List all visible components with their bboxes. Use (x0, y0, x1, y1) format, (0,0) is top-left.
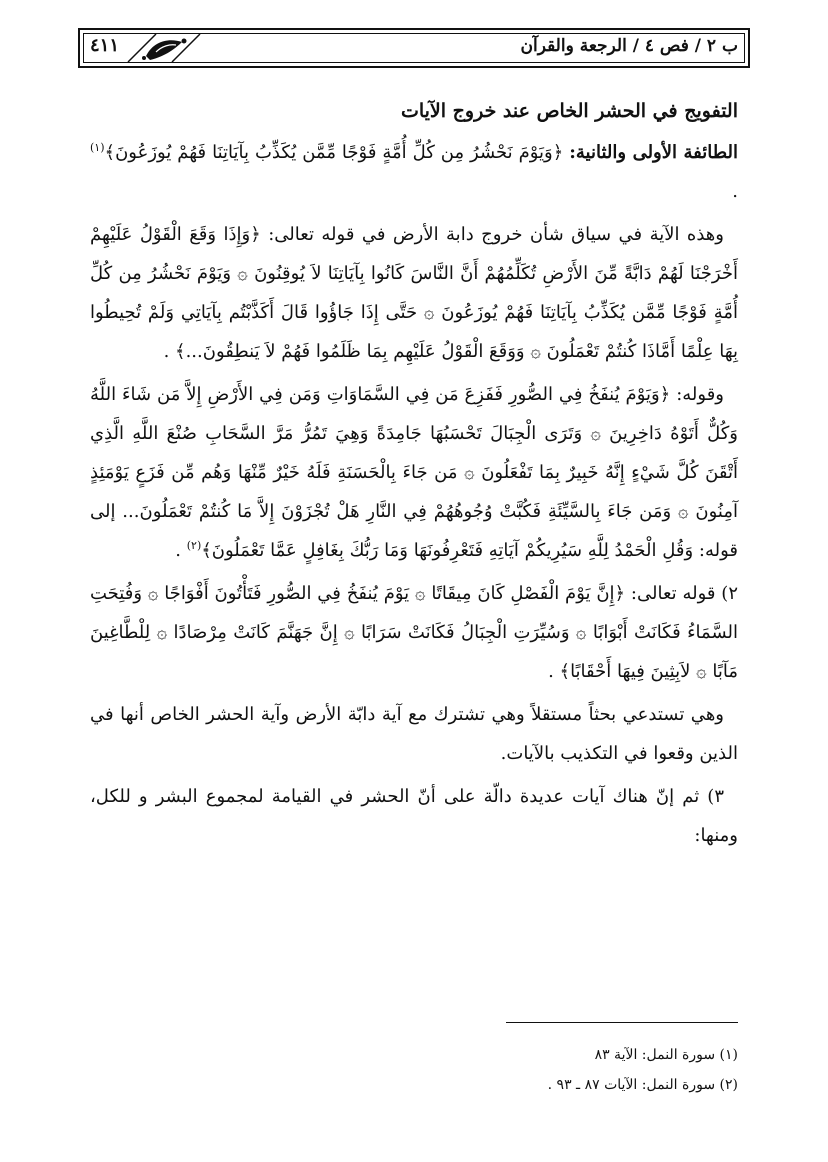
footnote-2: (٢) سورة النمل: الآيات ٨٧ ـ ٩٣ . (547, 1077, 738, 1093)
paragraph-6 (90, 777, 738, 855)
page-header (78, 28, 750, 68)
paragraph-lead: الطائفة الأولى والثانية: (569, 142, 739, 163)
running-title: ب ٢ / فص ٤ / الرجعة والقرآن (520, 36, 738, 56)
page-number: ٤١١ (90, 35, 120, 56)
paragraph-text: ٢) قوله تعالى: ﴿إِنَّ يَوْمَ الْفَصْلِ كَانَ مِيقَاتًا ۞ يَوْمَ يُنفَخُ فِي الصُّورِ فَتَأْتُونَ أَفْوَاجًا ۞ وَفُتِحَتِ السَّمَاءُ فَكَانَتْ أَبْوَابًا ۞ وَسُيِّرَتِ الْجِبَالُ فَكَانَتْ سَرَابًا ۞ إِنَّ جَهَنَّمَ كَانَتْ مِرْصَادًا ۞ لِلْطَّاغِينَ مَآبًا ۞ لاَبِثِينَ فِيهَا أَحْقَابًا﴾ (90, 583, 738, 682)
paragraph-tail: . (732, 181, 738, 202)
main-text (90, 92, 738, 859)
paragraph-text: وهذه الآية في سياق شأن خروج دابة الأرض في قوله تعالى: ﴿وَإِذَا وَقَعَ الْقَوْلُ عَلَيْهِمْ أَخْرَجْنَا لَهُمْ دَابَّةً مِّنَ الأَرْضِ تُكَلِّمُهُمْ أَنَّ النَّاسَ كَانُوا بِآيَاتِنَا لاَ يُوقِنُونَ ۞ وَيَوْمَ نَحْشُرُ مِن كُلِّ أُمَّةٍ فَوْجًا مِّمَّن يُكَذِّبُ بِآيَاتِنَا فَهُمْ يُوزَعُونَ ۞ حَتَّى إِذَا جَاؤُوا قَالَ أَكَذَّبْتُم بِآيَاتِي وَلَمْ تُحِيطُوا بِهَا عِلْمًا أَمَّاذَا كُنتُمْ تَعْمَلُونَ ۞ وَوَقَعَ الْقَوْلُ عَلَيْهِم بِمَا ظَلَمُوا فَهُمْ لاَ يَنطِقُونَ...﴾ (90, 224, 738, 362)
footnote-1: (١) سورة النمل: الآية ٨٣ (594, 1047, 738, 1063)
paragraph-tail: . (163, 341, 176, 362)
section-title: التفويج في الحشر الخاص عند خروج الآيات (400, 100, 738, 122)
paragraph-text: وقوله: ﴿وَيَوْمَ يُنفَخُ فِي الصُّورِ فَفَزِعَ مَن فِي السَّمَاوَاتِ وَمَن فِي الأَرْضِ إِلاَّ مَن شَاءَ اللَّهُ وَكُلٌّ أَتَوْهُ دَاخِرِينَ ۞ وَتَرَى الْجِبَالَ تَحْسَبُهَا جَامِدَةً وَهِيَ تَمُرُّ مَرَّ السَّحَابِ صُنْعَ اللَّهِ الَّذِي أَتْقَنَ كُلَّ شَيْءٍ إِنَّهُ خَبِيرٌ بِمَا تَفْعَلُونَ ۞ مَن جَاءَ بِالْحَسَنَةِ فَلَهُ خَيْرٌ مِّنْهَا وَهُم مِّن فَزَعٍ يَوْمَئِذٍ آمِنُونَ ۞ وَمَن جَاءَ بِالسَّيِّئَةِ فَكُبَّتْ وُجُوهُهُمْ فِي النَّارِ هَلْ تُجْزَوْنَ إِلاَّ مَا كُنتُمْ تَعْمَلُونَ... إلى قوله: وَقُلِ الْحَمْدُ لِلَّهِ سَيُرِيكُمْ آيَاتِهِ فَتَعْرِفُونَهَا وَمَا رَبُّكَ بِغَافِلٍ عَمَّا تَعْمَلُونَ﴾ (90, 384, 738, 561)
paragraph-tail: . (175, 540, 187, 561)
paragraph-1 (90, 133, 738, 211)
paragraph-5 (90, 695, 738, 773)
paragraph-text: ٣) ثم إنّ هناك آيات عديدة دالّة على أنّ الحشر في القيامة لمجموع البشر و للكل، ومنها: (90, 786, 738, 846)
paragraph-tail: . (548, 661, 560, 682)
paragraph-4 (90, 574, 738, 691)
footnote-divider (506, 1022, 738, 1023)
paragraph-text: ﴿وَيَوْمَ نَحْشُرُ مِن كُلِّ أُمَّةٍ فَوْجًا مِّمَّن يُكَذِّبُ بِآيَاتِنَا فَهُمْ يُوزَعُونَ﴾ (104, 142, 570, 163)
paragraph-2 (90, 215, 738, 371)
paragraph-text: وهي تستدعي بحثاً مستقلاً وهي تشترك مع آية دابّة الأرض وآية الحشر الخاص أنها في الذين وقعوا في التكذيب بالآيات. (90, 704, 738, 764)
footnote-ref-1: (١) (90, 141, 105, 154)
header-ornament-icon (126, 30, 202, 66)
footnote-ref-2: (٢) (186, 539, 202, 552)
footnotes (90, 1040, 738, 1100)
paragraph-3 (90, 375, 738, 570)
